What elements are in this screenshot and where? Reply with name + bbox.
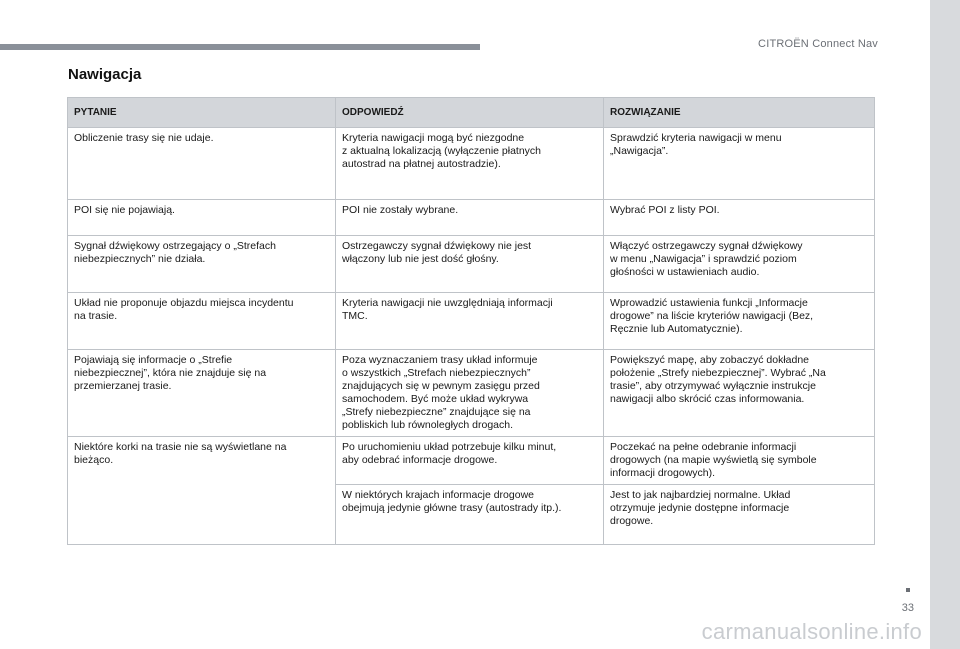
- cell-line: z aktualną lokalizacją (wyłączenie płatnych: [342, 145, 542, 157]
- question-cell: [68, 236, 336, 293]
- solution-cell: [604, 485, 875, 545]
- answer-cell: [336, 128, 604, 200]
- cell-line: nawigacji albo skrócić czas informowania.: [610, 393, 805, 405]
- cell-line: drogowe.: [610, 515, 654, 527]
- header-question: PYTANIE: [68, 98, 336, 128]
- watermark: carmanualsonline.info: [701, 619, 922, 644]
- cell-line: znajdujących się w pewnym zasięgu przed: [342, 380, 540, 392]
- table-row: [68, 128, 875, 200]
- answer-cell: [336, 200, 604, 236]
- cell-line: Ręcznie lub Automatycznie).: [610, 323, 743, 335]
- cell-line: POI nie zostały wybrane.: [342, 204, 459, 216]
- troubleshooting-table: [67, 97, 875, 545]
- question-cell: [68, 437, 336, 545]
- solution-cell: [604, 236, 875, 293]
- answer-cell: [336, 485, 604, 545]
- cell-line: Sprawdzić kryteria nawigacji w menu: [610, 132, 782, 144]
- cell-line: TMC.: [342, 310, 368, 322]
- cell-line: położenie „Strefy niebezpiecznej”. Wybrać „Na: [610, 367, 826, 379]
- cell-line: Powiększyć mapę, aby zobaczyć dokładne: [610, 354, 810, 366]
- cell-line: Poza wyznaczaniem trasy układ informuje: [342, 354, 538, 366]
- cell-line: „Strefy niebezpieczne” znajdujące się na: [342, 406, 531, 418]
- question-cell: [68, 350, 336, 437]
- table-row: [68, 350, 875, 437]
- header-bar: [0, 44, 480, 50]
- cell-line: drogowe” na liście kryteriów nawigacji (Bez,: [610, 310, 814, 322]
- answer-cell: [336, 293, 604, 350]
- cell-line: Kryteria nawigacji nie uwzględniają informacji: [342, 297, 553, 309]
- solution-cell: [604, 293, 875, 350]
- solution-cell: [604, 437, 875, 485]
- side-strip: [930, 0, 960, 649]
- question-cell: [68, 293, 336, 350]
- cell-line: informacji drogowych).: [610, 467, 716, 479]
- table-row: [68, 200, 875, 236]
- cell-line: na trasie.: [74, 310, 118, 322]
- cell-line: Kryteria nawigacji mogą być niezgodne: [342, 132, 525, 144]
- solution-cell: [604, 128, 875, 200]
- page-title: Nawigacja: [68, 66, 142, 83]
- cell-line: niebezpiecznych” nie działa.: [74, 253, 206, 265]
- cell-line: Układ nie proponuje objazdu miejsca incydentu: [74, 297, 294, 309]
- table-row: [68, 293, 875, 350]
- cell-line: drogowych (na mapie wyświetlą się symbole: [610, 454, 817, 466]
- cell-line: samochodem. Być może układ wykrywa: [342, 393, 529, 405]
- cell-line: Wprowadzić ustawienia funkcji „Informacje: [610, 297, 808, 309]
- cell-line: Włączyć ostrzegawczy sygnał dźwiękowy: [610, 240, 803, 252]
- cell-line: Obliczenie trasy się nie udaje.: [74, 132, 214, 144]
- cell-line: w menu „Nawigacja” i sprawdzić poziom: [610, 253, 797, 265]
- header-answer: ODPOWIEDŹ: [336, 98, 604, 128]
- cell-line: pobliskich lub równoległych drogach.: [342, 419, 514, 431]
- cell-line: aby odebrać informacje drogowe.: [342, 454, 498, 466]
- cell-line: otrzymuje jedynie dostępne informacje: [610, 502, 790, 514]
- cell-line: o wszystkich „Strefach niebezpiecznych”: [342, 367, 531, 379]
- brand-label: CITROËN Connect Nav: [758, 38, 878, 50]
- table-row: [68, 437, 875, 485]
- cell-line: POI się nie pojawiają.: [74, 204, 175, 216]
- cell-line: Niektóre korki na trasie nie są wyświetlane na: [74, 441, 287, 453]
- cell-line: włączony lub nie jest dość głośny.: [342, 253, 499, 265]
- cell-line: przemierzanej trasie.: [74, 380, 172, 392]
- cell-line: Ostrzegawczy sygnał dźwiękowy nie jest: [342, 240, 532, 252]
- question-cell: [68, 200, 336, 236]
- cell-line: Jest to jak najbardziej normalne. Układ: [610, 489, 791, 501]
- cell-line: trasie”, aby otrzymywać wyłącznie instrukcje: [610, 380, 816, 392]
- cell-line: Pojawiają się informacje o „Strefie: [74, 354, 233, 366]
- answer-cell: [336, 236, 604, 293]
- cell-line: Poczekać na pełne odebranie informacji: [610, 441, 797, 453]
- page-number: 33: [901, 602, 914, 614]
- solution-cell: [604, 200, 875, 236]
- cell-line: niebezpiecznej”, która nie znajduje się na: [74, 367, 267, 379]
- cell-line: „Nawigacja”.: [610, 145, 669, 157]
- cell-line: autostrad na płatnej autostradzie).: [342, 158, 501, 170]
- cell-line: bieżąco.: [74, 454, 114, 466]
- cell-line: W niektórych krajach informacje drogowe: [342, 489, 534, 501]
- cell-line: głośności w ustawieniach audio.: [610, 266, 760, 278]
- page-marker: [906, 588, 910, 592]
- table-row: [68, 236, 875, 293]
- solution-cell: [604, 350, 875, 437]
- table-header-row: [68, 98, 875, 128]
- cell-line: Po uruchomieniu układ potrzebuje kilku minut,: [342, 441, 557, 453]
- cell-line: Wybrać POI z listy POI.: [610, 204, 720, 216]
- question-cell: [68, 128, 336, 200]
- answer-cell: [336, 437, 604, 485]
- header-solution: ROZWIĄZANIE: [604, 98, 875, 128]
- cell-line: obejmują jedynie główne trasy (autostrady itp.).: [342, 502, 562, 514]
- answer-cell: [336, 350, 604, 437]
- cell-line: Sygnał dźwiękowy ostrzegający o „Strefach: [74, 240, 276, 252]
